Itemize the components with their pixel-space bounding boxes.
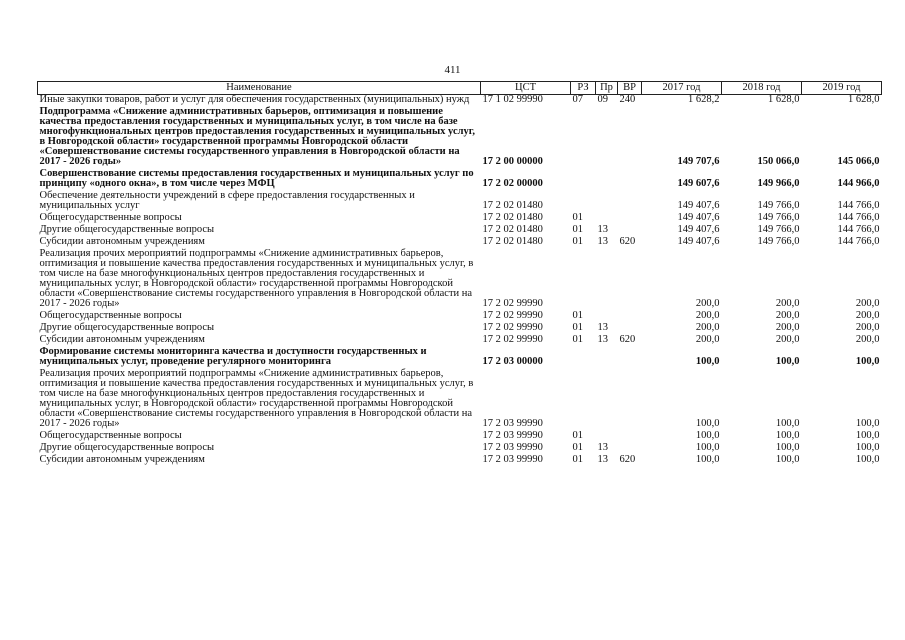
row-pr [596, 247, 618, 309]
row-2018: 149 766,0 [757, 224, 800, 235]
header-2018: 2018 год [722, 82, 802, 95]
row-name: Общегосударственные вопросы [39, 310, 182, 321]
row-name: Субсидии автономным учреждениям [39, 334, 205, 345]
row-2019: 144 766,0 [837, 236, 880, 247]
table-header [38, 82, 882, 95]
header-pr: Пр [596, 82, 618, 95]
row-vr [618, 105, 642, 167]
row-2017: 149 407,6 [677, 224, 720, 235]
row-2018: 1 628,0 [768, 94, 800, 105]
row-2018: 150 066,0 [757, 156, 800, 167]
row-2017: 149 407,6 [677, 200, 720, 211]
row-2017: 149 407,6 [677, 212, 720, 223]
row-pr [596, 189, 618, 211]
row-2019: 100,0 [855, 442, 880, 453]
table-row [38, 333, 882, 345]
header-rz: РЗ [571, 82, 596, 95]
row-name: Совершенствование системы предоставления государственных и муниципальных услуг по принципу «одного окна», в том числе через МФЦ [39, 168, 474, 189]
row-cst: 17 2 02 00000 [482, 178, 543, 189]
row-vr [618, 247, 642, 309]
row-pr [596, 367, 618, 429]
row-rz [571, 167, 596, 189]
row-name: Субсидии автономным учреждениям [39, 236, 205, 247]
header-cst: ЦСТ [481, 82, 571, 95]
row-cst: 17 2 02 99990 [482, 322, 543, 333]
table-row [38, 441, 882, 453]
row-cst: 17 2 03 00000 [482, 356, 543, 367]
row-vr [618, 321, 642, 333]
row-rz: 01 [572, 430, 583, 441]
row-2019: 144 766,0 [837, 200, 880, 211]
row-2018: 200,0 [775, 310, 800, 321]
row-vr [618, 345, 642, 367]
row-name: Другие общегосударственные вопросы [39, 224, 215, 235]
table-row [38, 321, 882, 333]
row-pr [596, 167, 618, 189]
row-2017: 149 607,6 [677, 178, 720, 189]
table-row [38, 211, 882, 223]
row-2018: 149 766,0 [757, 236, 800, 247]
header-2019: 2019 год [802, 82, 882, 95]
table-row [38, 247, 882, 309]
row-rz: 01 [572, 310, 583, 321]
row-pr: 13 [597, 454, 608, 465]
row-rz [571, 189, 596, 211]
row-cst: 17 2 00 00000 [482, 156, 543, 167]
row-name: Общегосударственные вопросы [39, 430, 182, 441]
row-2019: 100,0 [855, 430, 880, 441]
row-2019: 100,0 [855, 454, 880, 465]
row-2017: 149 707,6 [677, 156, 720, 167]
row-2019: 200,0 [855, 334, 880, 345]
row-2019: 200,0 [855, 310, 880, 321]
row-vr [618, 429, 642, 441]
row-vr [618, 189, 642, 211]
row-rz: 01 [572, 212, 583, 223]
row-rz: 01 [572, 454, 583, 465]
row-2017: 100,0 [695, 418, 720, 429]
row-2017: 200,0 [695, 310, 720, 321]
row-2018: 149 766,0 [757, 212, 800, 223]
row-rz: 07 [572, 94, 583, 105]
table-row [38, 95, 882, 106]
row-vr [618, 211, 642, 223]
row-rz [571, 105, 596, 167]
row-2017: 200,0 [695, 298, 720, 309]
row-2019: 144 766,0 [837, 224, 880, 235]
table-row [38, 105, 882, 167]
table-row [38, 453, 882, 465]
table-row [38, 189, 882, 211]
table-row [38, 367, 882, 429]
row-vr [618, 167, 642, 189]
row-pr [596, 345, 618, 367]
row-2018: 200,0 [775, 322, 800, 333]
row-vr [618, 441, 642, 453]
row-cst: 17 2 02 01480 [482, 236, 543, 247]
table-row [38, 223, 882, 235]
row-pr: 13 [597, 334, 608, 345]
row-pr: 13 [597, 442, 608, 453]
row-rz [571, 367, 596, 429]
row-name: Реализация прочих мероприятий подпрограммы «Снижение административных барьеров, оптимизация и повышение качества предоставления государственных и муниципальных услуг, в том числе на базе многофункциональных центров предоставления государственных и муниципальных услуг, в Новгородской области» государственной программы Новгородской области «Совершенствование системы государственного управления в Новгородской области на 2017 - 2026 годы» [39, 248, 474, 309]
row-pr: 13 [597, 322, 608, 333]
row-rz: 01 [572, 322, 583, 333]
table-row [38, 167, 882, 189]
row-name: Субсидии автономным учреждениям [39, 454, 205, 465]
row-cst: 17 2 02 99990 [482, 298, 543, 309]
row-2019: 200,0 [855, 322, 880, 333]
page-number: 411 [444, 64, 461, 76]
row-cst: 17 2 03 99990 [482, 418, 543, 429]
table-row [38, 235, 882, 247]
row-2019: 1 628,0 [848, 94, 880, 105]
row-cst: 17 2 02 01480 [482, 212, 543, 223]
row-2017: 100,0 [695, 356, 720, 367]
header-name: Наименование [38, 82, 481, 95]
row-rz [571, 247, 596, 309]
row-vr: 620 [619, 334, 636, 345]
row-name: Другие общегосударственные вопросы [39, 322, 215, 333]
row-2017: 200,0 [695, 322, 720, 333]
row-name: Обеспечение деятельности учреждений в сфере предоставления государственных и муниципальных услуг [39, 190, 415, 211]
row-cst: 17 1 02 99990 [482, 94, 543, 105]
row-2017: 1 628,2 [688, 94, 720, 105]
row-name: Реализация прочих мероприятий подпрограммы «Снижение административных барьеров, оптимизация и повышение качества предоставления государственных и муниципальных услуг, в том числе на базе многофункциональных центров предоставления государственных и муниципальных услуг, в Новгородской области» государственной программы Новгородской области «Совершенствование системы государственного управления в Новгородской области на 2017 - 2026 годы» [39, 368, 474, 429]
row-rz: 01 [572, 236, 583, 247]
row-2019: 145 066,0 [837, 156, 880, 167]
row-2018: 149 966,0 [757, 178, 800, 189]
row-rz [571, 345, 596, 367]
row-name: Формирование системы мониторинга качества и доступности государственных и муниципальных услуг, проведение регулярного мониторинга [39, 346, 427, 367]
row-pr: 13 [597, 236, 608, 247]
row-2019: 100,0 [855, 356, 880, 367]
row-2017: 200,0 [695, 334, 720, 345]
row-2019: 144 966,0 [837, 178, 880, 189]
row-cst: 17 2 02 99990 [482, 334, 543, 345]
row-2018: 100,0 [775, 442, 800, 453]
row-vr [618, 367, 642, 429]
row-2018: 149 766,0 [757, 200, 800, 211]
row-pr [596, 309, 618, 321]
row-2018: 100,0 [775, 356, 800, 367]
row-pr [596, 105, 618, 167]
row-rz: 01 [572, 224, 583, 235]
row-name: Общегосударственные вопросы [39, 212, 182, 223]
row-cst: 17 2 03 99990 [482, 430, 543, 441]
row-vr [618, 223, 642, 235]
row-2017: 100,0 [695, 442, 720, 453]
row-2017: 149 407,6 [677, 236, 720, 247]
row-cst: 17 2 03 99990 [482, 442, 543, 453]
row-cst: 17 2 02 01480 [482, 200, 543, 211]
row-2017: 100,0 [695, 430, 720, 441]
row-cst: 17 2 02 99990 [482, 310, 543, 321]
row-2019: 200,0 [855, 298, 880, 309]
row-vr [618, 309, 642, 321]
row-2019: 144 766,0 [837, 212, 880, 223]
row-name: Другие общегосударственные вопросы [39, 442, 215, 453]
table-row [38, 309, 882, 321]
row-2018: 100,0 [775, 418, 800, 429]
budget-table [37, 81, 882, 465]
row-2017: 100,0 [695, 454, 720, 465]
row-2018: 100,0 [775, 454, 800, 465]
row-vr: 240 [619, 94, 636, 105]
row-2018: 100,0 [775, 430, 800, 441]
header-2017: 2017 год [642, 82, 722, 95]
row-name: Подпрограмма «Снижение административных барьеров, оптимизация и повышение качества предоставления государственных и муниципальных услуг, в том числе на базе многофункциональных центров предоставления государственных и муниципальных услуг, в Новгородской области» государственной программы Новгородской области «Совершенствование системы государственного управления в Новгородской области на 2017 - 2026 годы» [39, 106, 475, 167]
row-pr: 09 [597, 94, 608, 105]
row-cst: 17 2 03 99990 [482, 454, 543, 465]
row-2018: 200,0 [775, 298, 800, 309]
row-2019: 100,0 [855, 418, 880, 429]
table-row [38, 345, 882, 367]
row-name: Иные закупки товаров, работ и услуг для обеспечения государственных (муниципальных) нужд [39, 94, 470, 105]
row-pr: 13 [597, 224, 608, 235]
row-vr: 620 [619, 236, 636, 247]
row-rz: 01 [572, 334, 583, 345]
row-pr [596, 211, 618, 223]
row-rz: 01 [572, 442, 583, 453]
row-cst: 17 2 02 01480 [482, 224, 543, 235]
table-row [38, 429, 882, 441]
row-vr: 620 [619, 454, 636, 465]
row-pr [596, 429, 618, 441]
row-2018: 200,0 [775, 334, 800, 345]
header-vr: ВР [618, 82, 642, 95]
